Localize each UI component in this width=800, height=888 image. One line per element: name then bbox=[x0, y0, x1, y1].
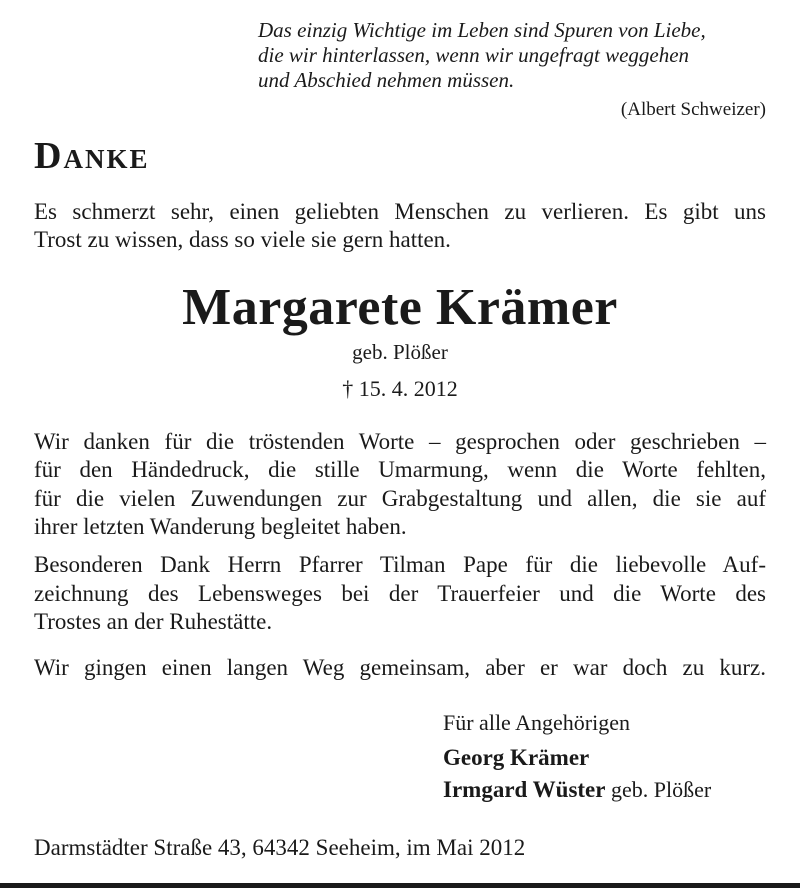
deceased-name: Margarete Krämer bbox=[182, 279, 618, 336]
special-thanks-line: zeichnung des Lebensweges bei der Trauerfeier und die Worte des bbox=[34, 581, 766, 606]
thanks-line: ihrer letzten Wanderung begleitet haben. bbox=[34, 514, 407, 539]
heading-danke: Danke bbox=[34, 135, 150, 177]
death-date: † 15. 4. 2012 bbox=[342, 376, 458, 401]
signature-intro: Für alle Angehörigen bbox=[443, 710, 630, 735]
signature-name-irmgard: Irmgard Wüster bbox=[443, 777, 606, 802]
quote-line: die wir hinterlassen, wenn wir ungefragt weggehen bbox=[258, 43, 690, 67]
bottom-border bbox=[0, 883, 800, 888]
special-thanks-line: Trostes an der Ruhestätte. bbox=[34, 609, 273, 634]
address-line: Darmstädter Straße 43, 64342 Seeheim, im Mai 2012 bbox=[34, 835, 526, 860]
quote-block bbox=[258, 18, 778, 93]
special-thanks-line: Besonderen Dank Herrn Pfarrer Tilman Pape für die liebevolle Auf- bbox=[34, 552, 766, 577]
closing-line: Wir gingen einen langen Weg gemeinsam, aber er war doch zu kurz. bbox=[34, 655, 766, 680]
quote-author: (Albert Schweizer) bbox=[620, 99, 766, 120]
birth-name: geb. Plößer bbox=[352, 340, 448, 364]
thanks-line: für die vielen Zuwendungen zur Grabgestaltung und allen, die sie auf bbox=[34, 486, 766, 511]
signature-name-georg: Georg Krämer bbox=[443, 745, 590, 770]
quote-line: und Abschied nehmen müssen. bbox=[258, 68, 515, 92]
quote-line: Das einzig Wichtige im Leben sind Spuren von Liebe, bbox=[258, 18, 706, 42]
intro-line: Es schmerzt sehr, einen geliebten Menschen zu verlieren. Es gibt uns bbox=[34, 199, 766, 224]
thanks-line: für den Händedruck, die stille Umarmung, wenn die Worte fehlten, bbox=[34, 457, 766, 482]
signature-line-irmgard bbox=[443, 776, 711, 804]
signature-birth-name: geb. Plößer bbox=[610, 777, 712, 802]
thanks-line: Wir danken für die tröstenden Worte – gesprochen oder geschrieben – bbox=[34, 429, 766, 454]
intro-line: Trost zu wissen, dass so viele sie gern hatten. bbox=[34, 227, 451, 252]
